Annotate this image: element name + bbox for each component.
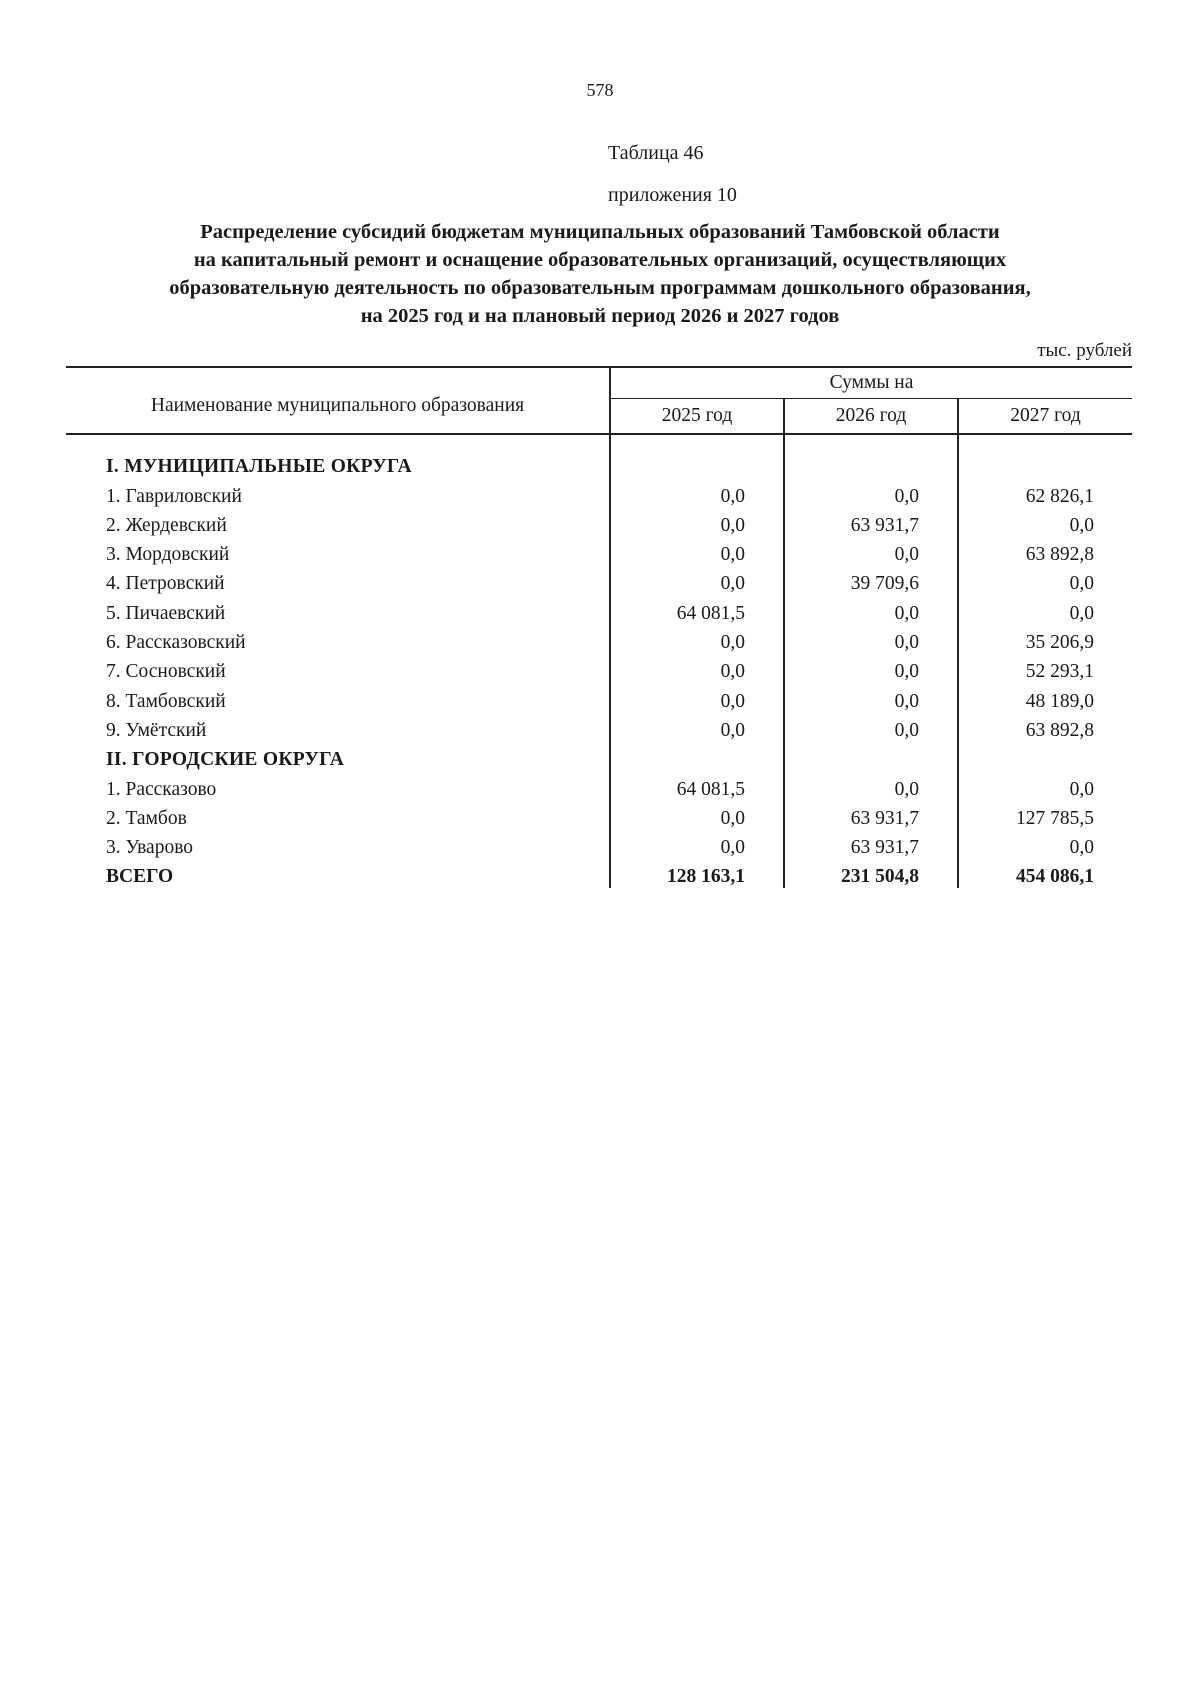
table-row <box>66 771 1132 800</box>
amount-cell: 0,0 <box>958 830 1132 859</box>
municipality-name: I. МУНИЦИПАЛЬНЫЕ ОКРУГА <box>106 456 412 478</box>
amount-cell: 0,0 <box>958 566 1132 595</box>
document-title <box>60 218 1140 330</box>
amount-cell: 0,0 <box>610 508 784 537</box>
amount-cell <box>784 449 958 478</box>
municipality-name: 1. Гавриловский <box>106 485 242 507</box>
amount-cell: 0,0 <box>958 595 1132 624</box>
table-row <box>66 683 1132 712</box>
page-number: 578 <box>586 80 614 100</box>
amount-cell: 63 931,7 <box>784 508 958 537</box>
amount-cell: 127 785,5 <box>958 801 1132 830</box>
amount-cell: 52 293,1 <box>958 654 1132 683</box>
municipality-name: 2. Тамбов <box>106 807 187 829</box>
table-row <box>66 566 1132 595</box>
municipality-name: ВСЕГО <box>106 866 174 888</box>
amount-cell: 0,0 <box>784 625 958 654</box>
table-row <box>66 713 1132 742</box>
amount-cell: 0,0 <box>784 537 958 566</box>
municipality-name: 3. Мордовский <box>106 544 230 566</box>
subsidy-table <box>66 366 1132 888</box>
amount-cell: 0,0 <box>610 537 784 566</box>
municipality-name: 5. Пичаевский <box>106 602 226 624</box>
amount-cell: 0,0 <box>610 713 784 742</box>
spacer-row <box>66 434 1132 449</box>
amount-cell: 0,0 <box>958 771 1132 800</box>
amount-cell: 63 892,8 <box>958 537 1132 566</box>
amount-cell: 0,0 <box>784 595 958 624</box>
municipality-name: 9. Умётский <box>106 719 207 741</box>
table-row <box>66 625 1132 654</box>
amount-cell: 0,0 <box>610 478 784 507</box>
total-row <box>66 859 1132 888</box>
amount-cell: 0,0 <box>610 654 784 683</box>
amount-cell: 63 931,7 <box>784 830 958 859</box>
municipality-name: 3. Уварово <box>106 837 194 859</box>
amount-cell: 0,0 <box>610 683 784 712</box>
spacer-cell <box>66 434 610 449</box>
amount-cell: 64 081,5 <box>610 771 784 800</box>
header-name: Наименование муниципального образования <box>66 367 610 434</box>
spacer-cell <box>784 434 958 449</box>
table-body <box>66 434 1132 888</box>
header-year: 2026 год <box>784 399 958 435</box>
unit-label: тыс. рублей <box>1037 340 1132 361</box>
table-row <box>66 801 1132 830</box>
amount-cell: 48 189,0 <box>958 683 1132 712</box>
amount-cell: 0,0 <box>784 771 958 800</box>
municipality-name: 4. Петровский <box>106 573 225 595</box>
amount-cell: 64 081,5 <box>610 595 784 624</box>
amount-cell: 231 504,8 <box>784 859 958 888</box>
section-row <box>66 449 1132 478</box>
title-line: на капитальный ремонт и оснащение образовательных организаций, осуществляющих <box>193 249 1007 271</box>
amount-cell: 0,0 <box>784 654 958 683</box>
amount-cell: 0,0 <box>784 478 958 507</box>
title-line: на 2025 год и на плановый период 2026 и 2027 годов <box>360 305 840 327</box>
amount-cell: 128 163,1 <box>610 859 784 888</box>
table-row <box>66 508 1132 537</box>
amount-cell <box>784 742 958 771</box>
amount-cell: 0,0 <box>784 683 958 712</box>
municipality-name: 1. Рассказово <box>106 778 217 800</box>
table-row <box>66 654 1132 683</box>
section-row <box>66 742 1132 771</box>
amount-cell: 63 892,8 <box>958 713 1132 742</box>
amount-cell: 35 206,9 <box>958 625 1132 654</box>
amount-cell <box>610 449 784 478</box>
amount-cell: 39 709,6 <box>784 566 958 595</box>
table-row <box>66 830 1132 859</box>
spacer-cell <box>958 434 1132 449</box>
amount-cell: 0,0 <box>610 830 784 859</box>
municipality-name: II. ГОРОДСКИЕ ОКРУГА <box>106 749 345 771</box>
amount-cell: 454 086,1 <box>958 859 1132 888</box>
municipality-name: 8. Тамбовский <box>106 690 226 712</box>
municipality-name: 2. Жердевский <box>106 514 227 536</box>
amount-cell: 0,0 <box>784 713 958 742</box>
municipality-name: 6. Рассказовский <box>106 632 246 654</box>
table-row <box>66 537 1132 566</box>
amount-cell <box>958 742 1132 771</box>
amount-cell: 63 931,7 <box>784 801 958 830</box>
amount-cell: 0,0 <box>610 625 784 654</box>
appendix-reference: приложения 10 <box>608 184 737 206</box>
amount-cell: 0,0 <box>610 566 784 595</box>
table-number: Таблица 46 <box>608 142 704 164</box>
header-sums: Суммы на <box>610 367 1132 399</box>
spacer-cell <box>610 434 784 449</box>
amount-cell: 0,0 <box>958 508 1132 537</box>
title-line: Распределение субсидий бюджетам муниципальных образований Тамбовской области <box>200 221 1000 243</box>
municipality-name: 7. Сосновский <box>106 661 226 683</box>
amount-cell: 62 826,1 <box>958 478 1132 507</box>
table-row <box>66 595 1132 624</box>
amount-cell <box>610 742 784 771</box>
header-year: 2025 год <box>610 399 784 435</box>
amount-cell: 0,0 <box>610 801 784 830</box>
header-year: 2027 год <box>958 399 1132 435</box>
table-row <box>66 478 1132 507</box>
amount-cell <box>958 449 1132 478</box>
title-line: образовательную деятельность по образовательным программам дошкольного образования, <box>169 277 1031 299</box>
